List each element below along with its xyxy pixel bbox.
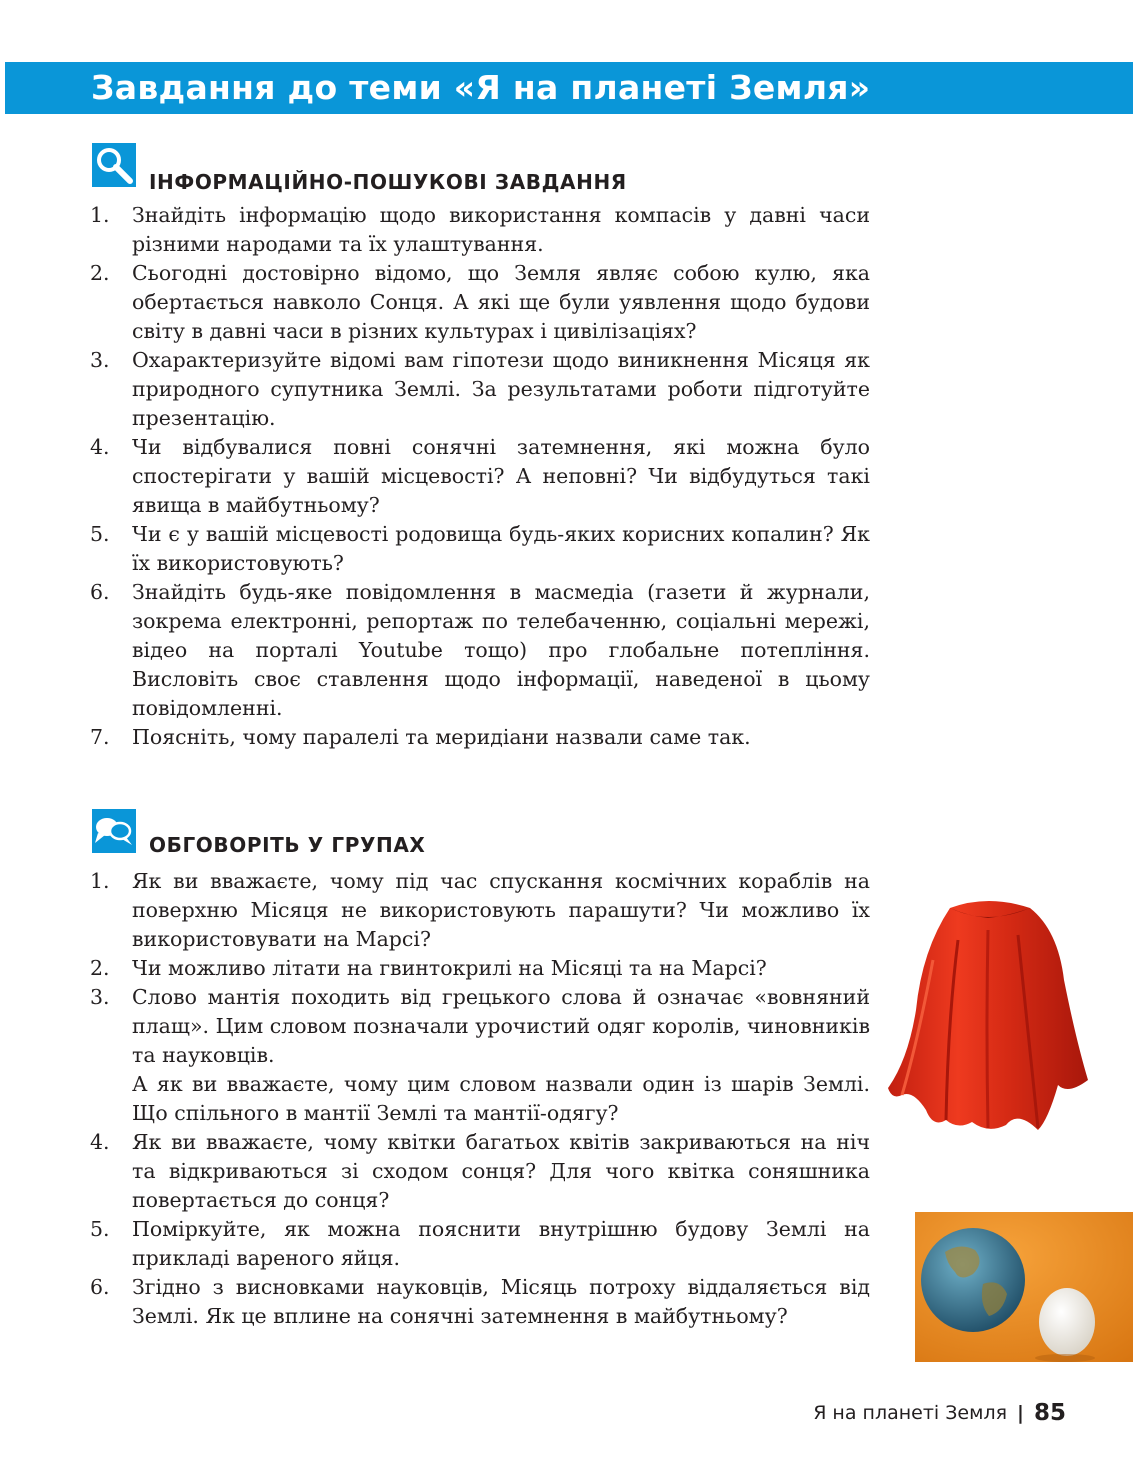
search-tasks-list [90, 201, 870, 752]
list-item: 4. Як ви вважаєте, чому квітки багатьох квітів закриваються на ніч та відкриваються зі сходом сонця? Для чого квітка соняшника повертається до сонця? [90, 1130, 870, 1212]
list-item: 5. Поміркуйте, як можна пояснити внутрішню будову Землі на прикладі вареного яйця. [90, 1217, 870, 1270]
list-item: 1. Як ви вважаєте, чому під час спускання космічних кораблів на поверхню Місяця не використовують парашути? Чи можливо їх використовувати на Марсі? [90, 869, 870, 951]
list-item: 4. Чи відбувалися повні сонячні затемнення, які можна було спостерігати у вашій місцевості? А неповні? Чи відбудуться такі явища в майбутньому? [90, 435, 870, 517]
page-title: Завдання до теми «Я на планеті Земля» [91, 68, 871, 107]
red-cape-illustration [888, 890, 1088, 1135]
list-item: 6. Знайдіть будь-яке повідомлення в масмедіа (газети й журнали, зокрема електронні, репортаж по телебаченню, соціальні мережі, відео на порталі Youtube тощо) про глобальне потепління. Висловіть своє ставлення щодо інформації, наведеної в цьому повідомленні. [90, 580, 870, 720]
book-title: Я на планеті Земля [813, 1402, 1008, 1424]
discussion-tasks-list [90, 867, 870, 1331]
list-item: 7. Поясніть, чому паралелі та меридіани назвали саме так. [90, 725, 751, 749]
magnifier-icon [92, 143, 136, 187]
list-item: 6. Згідно з висновками науковців, Місяць потроху віддаляється від Землі. Як це вплине на сонячні затемнення в майбутньому? [90, 1275, 870, 1328]
globe-and-egg-photo [915, 1212, 1133, 1362]
list-item: 1. Знайдіть інформацію щодо використання компасів у давні часи різними народами та їх улаштування. [90, 203, 870, 256]
list-item: 3. Слово мантія походить від грецького слова й означає «вовняний плащ». Цим словом позначали урочистий одяг королів, чиновників та науковців. А як ви вважаєте, чому цим словом назвали один із шарів Землі. Що спільного в мантії Землі та мантії-одягу? [90, 985, 870, 1125]
list-item: 2. Чи можливо літати на гвинтокрилі на Місяці та на Марсі? [90, 956, 767, 980]
list-item: 2. Сьогодні достовірно відомо, що Земля являє собою кулю, яка обертається навколо Сонця. А які ще були уявлення щодо будови світу в давні часи в різних культурах і цивілізаціях? [90, 261, 870, 343]
list-item: 3. Охарактеризуйте відомі вам гіпотези щодо виникнення Місяця як природного супутника Землі. За результатами роботи підготуйте презентацію. [90, 348, 870, 430]
speech-bubbles-icon [92, 809, 136, 853]
list-item: 5. Чи є у вашій місцевості родовища будь-яких корисних копалин? Як їх використовують? [90, 522, 870, 575]
section-title-search-tasks: ІНФОРМАЦІЙНО-ПОШУКОВІ ЗАВДАННЯ [149, 170, 627, 194]
footer-separator: | [1017, 1402, 1024, 1424]
section-title-group-discussion: ОБГОВОРІТЬ У ГРУПАХ [149, 833, 426, 857]
page-footer [813, 1400, 1066, 1426]
title-banner [5, 62, 1133, 114]
page-number: 85 [1033, 1400, 1066, 1426]
